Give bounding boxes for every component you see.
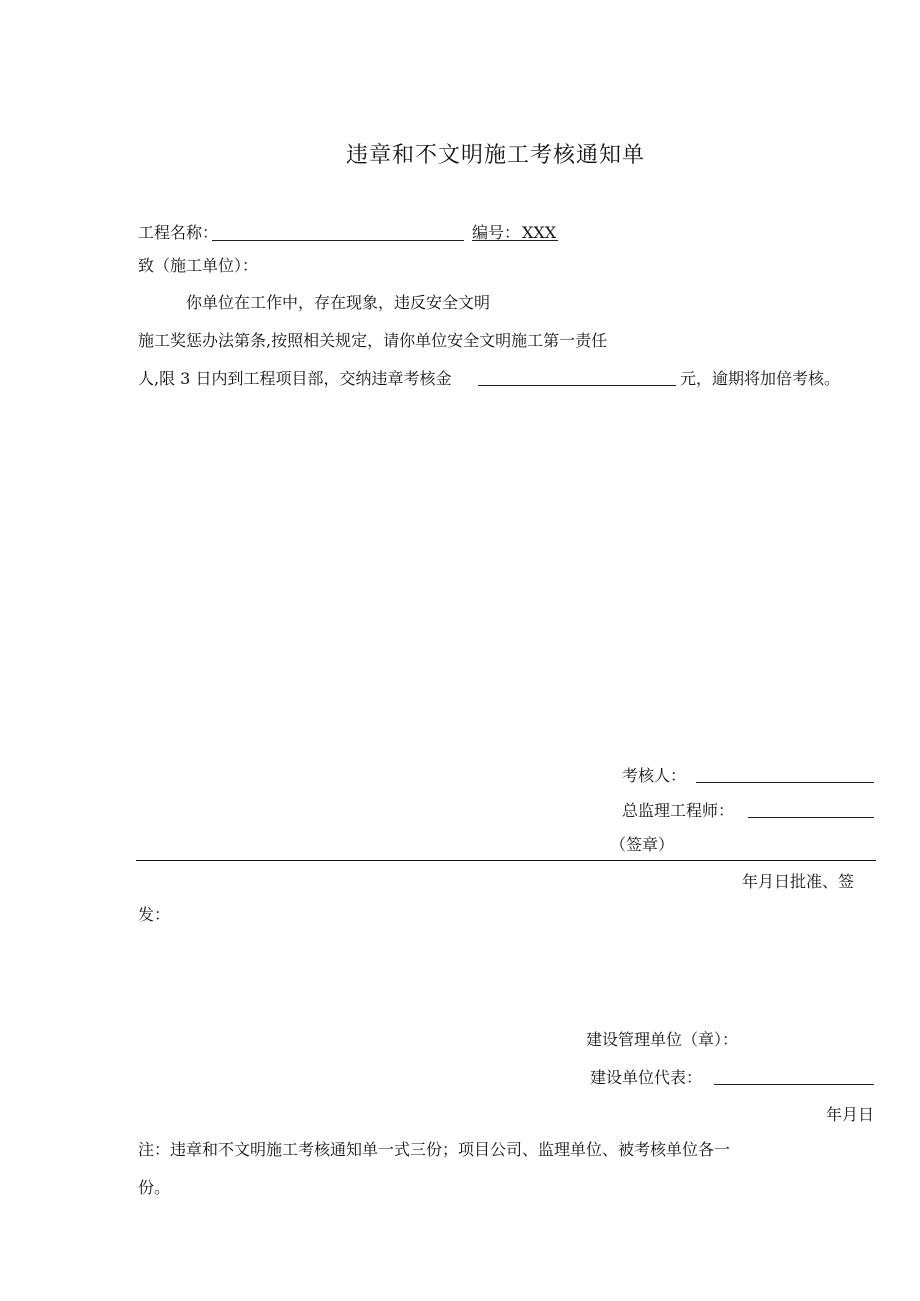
section-divider	[136, 860, 876, 861]
body-line-3-start: 人,限 3 日内到工程项目部，交纳违章考核金	[138, 369, 452, 388]
fine-amount-field[interactable]	[478, 385, 676, 386]
number-label: 编号：	[472, 223, 521, 242]
owner-date: 年月日	[826, 1105, 875, 1124]
representative-field[interactable]	[714, 1084, 874, 1085]
approval-date: 年月日批准、签	[742, 872, 855, 891]
project-name-field[interactable]	[212, 240, 464, 241]
body-line-1: 你单位在工作中，存在现象，违反安全文明	[186, 293, 491, 312]
assessor-field[interactable]	[696, 782, 874, 783]
chief-supervisor-label: 总监理工程师：	[622, 801, 735, 820]
addressee: 致（施工单位）：	[138, 256, 259, 275]
issued-label: 发：	[138, 905, 171, 924]
note-line-2: 份。	[138, 1178, 171, 1197]
assessor-label: 考核人：	[622, 766, 687, 785]
management-unit-label: 建设管理单位（章）：	[586, 1030, 739, 1049]
number-underline	[472, 240, 558, 241]
number-value: XXX	[522, 223, 557, 242]
chief-supervisor-field[interactable]	[748, 817, 874, 818]
note-line-1: 注：违章和不文明施工考核通知单一式三份；项目公司、监理单位、被考核单位各一	[138, 1140, 731, 1159]
page-title: 违章和不文明施工考核通知单	[346, 143, 646, 168]
project-name-label: 工程名称：	[138, 223, 219, 242]
seal-label: （签章）	[610, 835, 675, 854]
body-line-3-end: 元，逾期将加倍考核。	[680, 369, 841, 388]
body-line-2: 施工奖惩办法第条,按照相关规定，请你单位安全文明施工第一责任	[138, 331, 608, 350]
representative-label: 建设单位代表：	[590, 1068, 703, 1087]
